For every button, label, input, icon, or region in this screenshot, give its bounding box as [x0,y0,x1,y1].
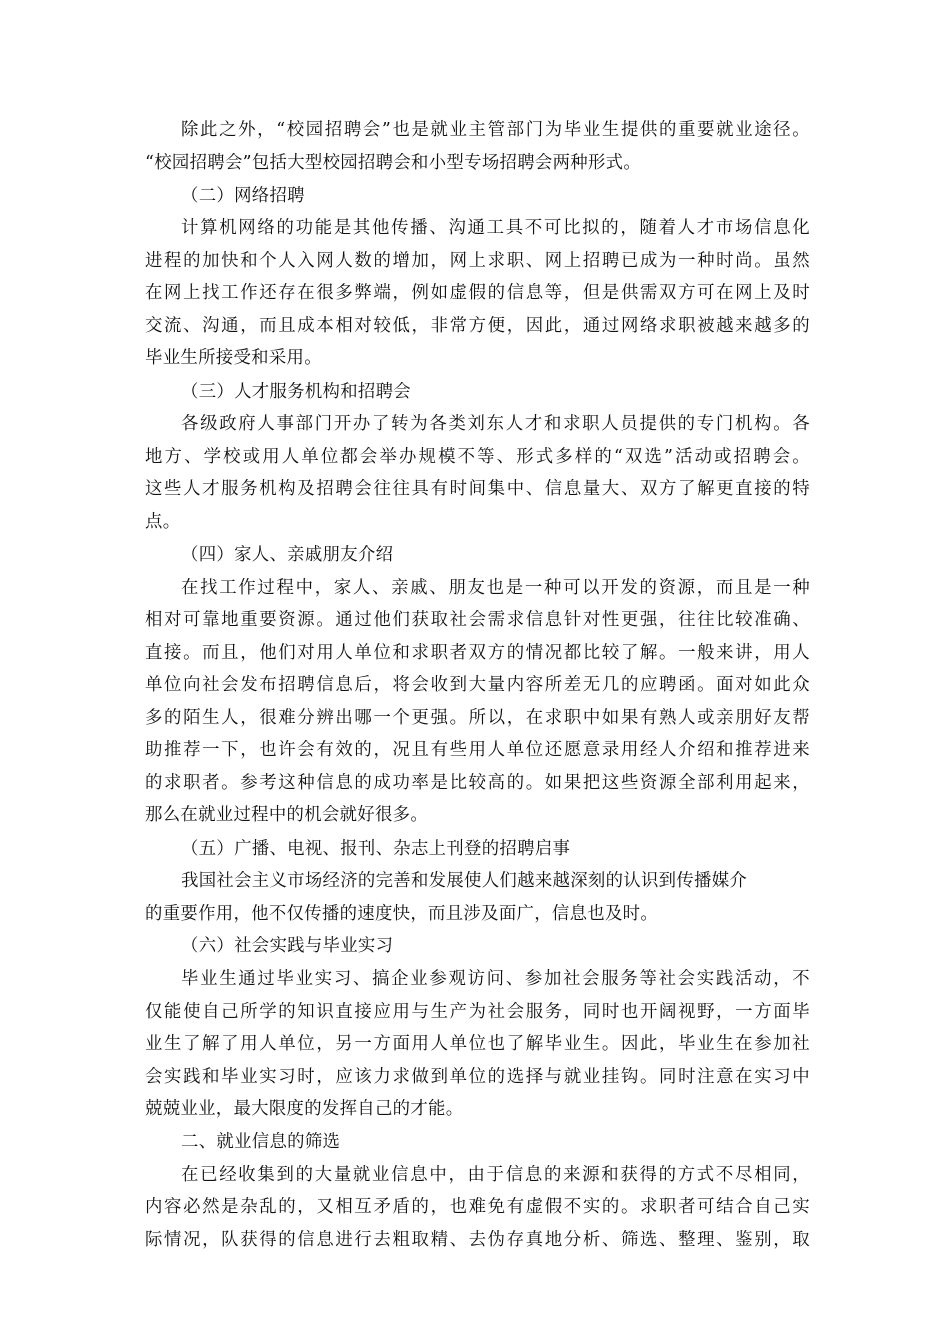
section-heading: （四）家人、亲戚朋友介绍 [181,545,394,565]
paragraph-line: 的重要作用，他不仅传播的速度快，而且涉及面广，信息也及时。 [145,904,659,924]
paragraph-line: 进程的加快和个人入网人数的增加，网上求职、网上招聘已成为一种时尚。虽然 [145,251,810,271]
paragraph-line: 我国社会主义市场经济的完善和发展使人们越来越深刻的认识到传播媒介 [181,871,748,891]
paragraph-line: 际情况，队获得的信息进行去粗取精、去伪存真地分析、筛选、整理、鉴别，取 [145,1230,810,1250]
paragraph-line: 助推荐一下，也许会有效的，况且有些用人单位还愿意录用经人介绍和推荐进来 [145,740,810,760]
paragraph-line: 毕业生通过毕业实习、搞企业参观访问、参加社会服务等社会实践活动，不 [181,969,810,989]
paragraph-line: 地方、学校或用人单位都会举办规模不等、形式多样的“双选”活动或招聘会。 [145,447,810,467]
section-heading: （三）人才服务机构和招聘会 [181,382,411,402]
paragraph-line: 计算机网络的功能是其他传播、沟通工具不可比拟的，随着人才市场信息化 [181,218,810,238]
section-heading: 二、就业信息的筛选 [181,1132,341,1152]
paragraph-line: 多的陌生人，很难分辨出哪一个更强。所以，在求职中如果有熟人或亲朋好友帮 [145,708,810,728]
paragraph-line: 这些人才服务机构及招聘会往往具有时间集中、信息量大、双方了解更直接的特 [145,479,810,499]
paragraph-line: 点。 [145,512,181,532]
section-heading: （六）社会实践与毕业实习 [181,936,394,956]
paragraph-line: 在已经收集到的大量就业信息中，由于信息的来源和获得的方式不尽相同， [181,1165,810,1185]
section-heading: （二）网络招聘 [181,186,305,206]
paragraph-line: 仅能使自己所学的知识直接应用与生产为社会服务，同时也开阔视野，一方面毕 [145,1002,810,1022]
paragraph-line: 交流、沟通，而且成本相对较低，非常方便，因此，通过网络求职被越来越多的 [145,316,810,336]
paragraph-line: 单位向社会发布招聘信息后，将会收到大量内容所差无几的应聘函。面对如此众 [145,675,810,695]
paragraph-line: 会实践和毕业实习时，应该力求做到单位的选择与就业挂钩。同时注意在实习中 [145,1067,810,1087]
paragraph-line: 各级政府人事部门开办了转为各类刘东人才和求职人员提供的专门机构。各 [181,414,810,434]
paragraph-line: “校园招聘会”包括大型校园招聘会和小型专场招聘会两种形式。 [145,153,642,173]
paragraph-line: 相对可靠地重要资源。通过他们获取社会需求信息针对性更强，往往比较准确、 [145,610,810,630]
paragraph-line: 在网上找工作还存在很多弊端，例如虚假的信息等，但是供需双方可在网上及时 [145,283,810,303]
paragraph-line: 直接。而且，他们对用人单位和求职者双方的情况都比较了解。一般来讲，用人 [145,643,810,663]
paragraph-line: 兢兢业业，最大限度的发挥自己的才能。 [145,1099,464,1119]
paragraph-line: 在找工作过程中，家人、亲戚、朋友也是一种可以开发的资源，而且是一种 [181,578,810,598]
paragraph-line: 业生了解了用人单位，另一方面用人单位也了解毕业生。因此，毕业生在参加社 [145,1034,810,1054]
paragraph-line: 那么在就业过程中的机会就好很多。 [145,805,429,825]
section-heading: （五）广播、电视、报刊、杂志上刊登的招聘启事 [181,839,571,859]
paragraph-line: 毕业生所接受和采用。 [145,348,322,368]
paragraph-line: 的求职者。参考这种信息的成功率是比较高的。如果把这些资源全部利用起来， [145,773,810,793]
paragraph-line: 内容必然是杂乱的，又相互矛盾的，也难免有虚假不实的。求职者可结合自己实 [145,1197,810,1217]
paragraph-line: 除此之外，“校园招聘会”也是就业主管部门为毕业生提供的重要就业途径。 [181,120,810,140]
